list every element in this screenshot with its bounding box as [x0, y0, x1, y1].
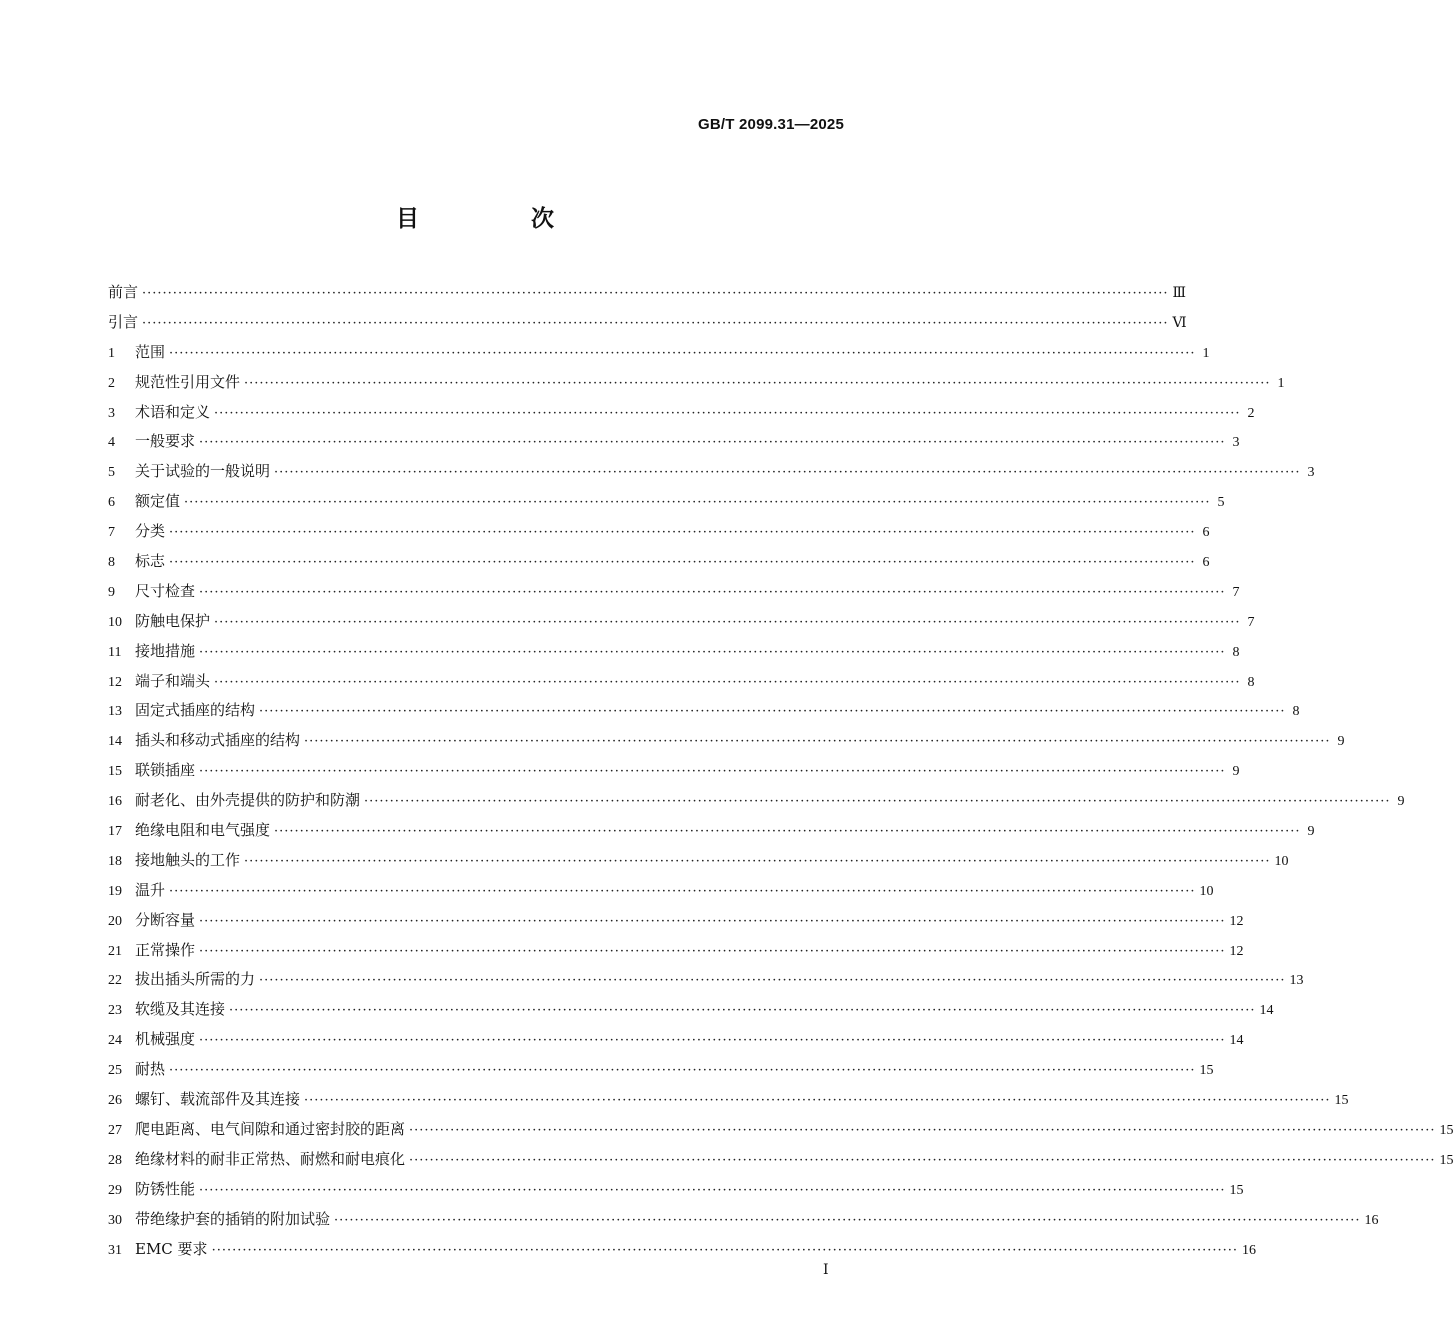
toc-entry-label: 耐热	[135, 1060, 166, 1079]
toc-entry[interactable]	[108, 577, 1240, 607]
toc-entry-number: 30	[108, 1212, 122, 1228]
toc-entry[interactable]	[108, 667, 1255, 697]
toc-entry[interactable]	[108, 816, 1315, 846]
toc-entry[interactable]	[108, 487, 1225, 517]
dot-leader: ········································································································································································································	[259, 704, 1286, 720]
toc-entry-label: 固定式插座的结构	[135, 701, 256, 720]
toc-entry[interactable]	[108, 457, 1315, 487]
toc-entry-number: 22	[108, 973, 122, 989]
toc-entry[interactable]	[108, 756, 1240, 786]
toc-entry-page: 15	[1229, 1182, 1244, 1198]
toc-entry-label: 一般要求	[135, 432, 196, 451]
toc-entry-page: 13	[1289, 973, 1304, 989]
dot-leader: ········································································································································································································	[142, 315, 1169, 331]
dot-leader: ········································································································································································································	[244, 853, 1271, 869]
dot-leader: ········································································································································································································	[334, 1212, 1361, 1228]
toc-entry-label: 标志	[135, 552, 166, 571]
toc-entry-label: 正常操作	[135, 940, 196, 959]
dot-leader: ········································································································································································································	[364, 794, 1391, 810]
toc-entry[interactable]	[108, 1115, 1453, 1145]
toc-entry-page: 6	[1202, 555, 1210, 571]
page-title: 目 次	[395, 206, 606, 232]
toc-entry-label: 规范性引用文件	[135, 372, 241, 391]
standard-number: GB/T 2099.31—2025	[698, 116, 844, 133]
toc-entry-number: 29	[108, 1182, 122, 1198]
toc-entry[interactable]	[108, 906, 1244, 936]
toc-entry-page: 7	[1247, 614, 1255, 630]
dot-leader: ········································································································································································································	[199, 584, 1226, 600]
toc-entry-page: 9	[1337, 734, 1345, 750]
toc-entry-number: 25	[108, 1063, 122, 1079]
toc-entry-page: 9	[1397, 794, 1405, 810]
dot-leader: ········································································································································································································	[169, 1063, 1196, 1079]
toc-entry[interactable]	[108, 726, 1345, 756]
toc-entry-page: 7	[1232, 584, 1240, 600]
toc-entry-number: 16	[108, 794, 122, 810]
dot-leader: ········································································································································································································	[169, 525, 1196, 541]
toc-entry-label: 额定值	[135, 492, 181, 511]
toc-entry-number: 19	[108, 883, 122, 899]
toc-entry[interactable]	[108, 637, 1240, 667]
toc-entry-page: 1	[1277, 375, 1285, 391]
toc-entry-page: 15	[1439, 1152, 1453, 1168]
toc-entry-page: 10	[1274, 853, 1289, 869]
toc-entry[interactable]	[108, 1025, 1244, 1055]
dot-leader: ········································································································································································································	[274, 824, 1301, 840]
toc-entry-page: 12	[1229, 943, 1244, 959]
toc-entry[interactable]	[108, 308, 1187, 338]
toc-entry[interactable]	[108, 876, 1214, 906]
toc-entry-number: 3	[108, 405, 115, 421]
toc-entry-page: 8	[1247, 674, 1255, 690]
dot-leader: ········································································································································································································	[184, 495, 1211, 511]
dot-leader: ········································································································································································································	[199, 435, 1226, 451]
toc-entry-label: 术语和定义	[135, 402, 211, 421]
toc-entry[interactable]	[108, 547, 1210, 577]
dot-leader: ········································································································································································································	[169, 555, 1196, 571]
toc-entry-number: 21	[108, 943, 122, 959]
toc-entry-number: 8	[108, 555, 115, 571]
toc-entry[interactable]	[108, 368, 1285, 398]
toc-entry-number: 6	[108, 495, 115, 511]
toc-entry-label: EMC 要求	[135, 1239, 208, 1258]
dot-leader: ········································································································································································································	[229, 1003, 1256, 1019]
toc-entry-page: 1	[1202, 345, 1210, 361]
toc-entry-label: 范围	[135, 342, 166, 361]
toc-entry-label: 分断容量	[135, 910, 196, 929]
toc-entry-number: 13	[108, 704, 122, 720]
toc-entry-number: 10	[108, 614, 122, 630]
toc-entry-number: 24	[108, 1033, 122, 1049]
toc-entry-page: Ⅵ	[1172, 315, 1187, 331]
toc-entry[interactable]	[108, 1205, 1379, 1235]
toc-entry[interactable]	[108, 1145, 1453, 1175]
page-number: Ⅰ	[823, 1263, 829, 1278]
toc-entry[interactable]	[108, 1235, 1257, 1265]
toc-entry-label: 接地触头的工作	[135, 850, 241, 869]
toc-entry-number: 15	[108, 764, 122, 780]
toc-entry-number: 14	[108, 734, 122, 750]
toc-entry-page: 2	[1247, 405, 1255, 421]
table-of-contents	[108, 278, 1453, 1264]
toc-entry-number: 23	[108, 1003, 122, 1019]
toc-entry-page: 3	[1232, 435, 1240, 451]
toc-entry-label: 防触电保护	[135, 611, 211, 630]
toc-entry-label: 联锁插座	[135, 761, 196, 780]
dot-leader: ········································································································································································································	[199, 1033, 1226, 1049]
toc-entry-label: 螺钉、载流部件及其连接	[135, 1090, 301, 1109]
toc-entry[interactable]	[108, 696, 1300, 726]
dot-leader: ········································································································································································································	[199, 764, 1226, 780]
toc-entry-page: 3	[1307, 465, 1315, 481]
dot-leader: ········································································································································································································	[214, 674, 1241, 690]
toc-entry-page: 8	[1292, 704, 1300, 720]
toc-entry[interactable]	[108, 995, 1274, 1025]
toc-entry-label: 绝缘材料的耐非正常热、耐燃和耐电痕化	[135, 1149, 406, 1168]
toc-entry-label: 软缆及其连接	[135, 1000, 226, 1019]
toc-entry-label: 耐老化、由外壳提供的防护和防潮	[135, 791, 361, 810]
toc-entry-number: 28	[108, 1152, 122, 1168]
dot-leader: ········································································································································································································	[259, 973, 1286, 989]
toc-entry[interactable]	[108, 846, 1289, 876]
toc-entry-page: 16	[1364, 1212, 1379, 1228]
toc-entry-page: 15	[1199, 1063, 1214, 1079]
toc-entry[interactable]	[108, 338, 1210, 368]
toc-entry[interactable]	[108, 398, 1255, 428]
dot-leader: ········································································································································································································	[409, 1152, 1436, 1168]
toc-entry-page: Ⅲ	[1172, 286, 1186, 301]
toc-entry[interactable]	[108, 427, 1240, 457]
toc-entry[interactable]	[108, 965, 1304, 995]
toc-entry-label: 带绝缘护套的插销的附加试验	[135, 1209, 331, 1228]
toc-entry[interactable]	[108, 517, 1210, 547]
dot-leader: ········································································································································································································	[304, 734, 1331, 750]
toc-entry[interactable]	[108, 1085, 1349, 1115]
dot-leader: ········································································································································································································	[274, 465, 1301, 481]
toc-entry[interactable]	[108, 936, 1244, 966]
toc-entry-label: 前言	[108, 283, 139, 301]
toc-entry-number: 4	[108, 435, 115, 451]
toc-entry-number: 1	[108, 345, 115, 361]
toc-entry-page: 14	[1229, 1033, 1244, 1049]
toc-entry-number: 12	[108, 674, 122, 690]
dot-leader: ········································································································································································································	[304, 1093, 1331, 1109]
toc-entry-number: 9	[108, 584, 115, 600]
dot-leader: ········································································································································································································	[199, 913, 1226, 929]
toc-entry-number: 20	[108, 913, 122, 929]
toc-entry-number: 17	[108, 824, 122, 840]
dot-leader: ········································································································································································································	[169, 883, 1196, 899]
dot-leader: ········································································································································································································	[244, 375, 1271, 391]
dot-leader: ········································································································································································································	[214, 405, 1241, 421]
toc-entry-label: 关于试验的一般说明	[135, 462, 271, 481]
toc-entry-label: 插头和移动式插座的结构	[135, 731, 301, 750]
toc-entry[interactable]	[108, 1175, 1244, 1205]
toc-entry-label: 引言	[108, 312, 139, 331]
toc-entry-page: 9	[1232, 764, 1240, 780]
dot-leader: ········································································································································································································	[199, 644, 1226, 660]
toc-entry[interactable]	[108, 1055, 1214, 1085]
toc-entry-page: 14	[1259, 1003, 1274, 1019]
toc-entry-label: 绝缘电阻和电气强度	[135, 821, 271, 840]
toc-entry-page: 12	[1229, 913, 1244, 929]
toc-entry-number: 26	[108, 1093, 122, 1109]
toc-entry-number: 5	[108, 465, 115, 481]
toc-entry-label: 机械强度	[135, 1030, 196, 1049]
toc-entry-page: 8	[1232, 644, 1240, 660]
toc-entry-label: 拔出插头所需的力	[135, 970, 256, 989]
toc-entry[interactable]	[108, 786, 1405, 816]
dot-leader: ········································································································································································································	[169, 345, 1196, 361]
toc-entry-label: 尺寸检查	[135, 581, 196, 600]
toc-entry-number: 31	[108, 1242, 122, 1258]
toc-entry-page: 5	[1217, 495, 1225, 511]
toc-entry[interactable]	[108, 278, 1186, 308]
toc-entry-label: 爬电距离、电气间隙和通过密封胶的距离	[135, 1119, 406, 1138]
dot-leader: ········································································································································································································	[142, 286, 1169, 301]
toc-entry-label: 端子和端头	[135, 671, 211, 690]
dot-leader: ········································································································································································································	[199, 943, 1226, 959]
toc-entry-number: 27	[108, 1122, 122, 1138]
dot-leader: ········································································································································································································	[214, 614, 1241, 630]
toc-entry-number: 7	[108, 525, 115, 541]
dot-leader: ········································································································································································································	[199, 1182, 1226, 1198]
toc-entry-label: 防锈性能	[135, 1179, 196, 1198]
toc-entry-page: 16	[1242, 1242, 1257, 1258]
toc-entry-page: 10	[1199, 883, 1214, 899]
toc-entry[interactable]	[108, 607, 1255, 637]
toc-entry-page: 9	[1307, 824, 1315, 840]
dot-leader: ········································································································································································································	[409, 1122, 1436, 1138]
dot-leader: ········································································································································································································	[211, 1242, 1239, 1258]
toc-entry-label: 分类	[135, 522, 166, 541]
toc-entry-number: 2	[108, 375, 115, 391]
toc-entry-label: 温升	[135, 880, 166, 899]
toc-entry-number: 11	[108, 644, 122, 660]
toc-entry-number: 18	[108, 853, 122, 869]
toc-entry-page: 6	[1202, 525, 1210, 541]
toc-entry-label: 接地措施	[135, 641, 196, 660]
toc-entry-page: 15	[1439, 1122, 1453, 1138]
toc-entry-page: 15	[1334, 1093, 1349, 1109]
